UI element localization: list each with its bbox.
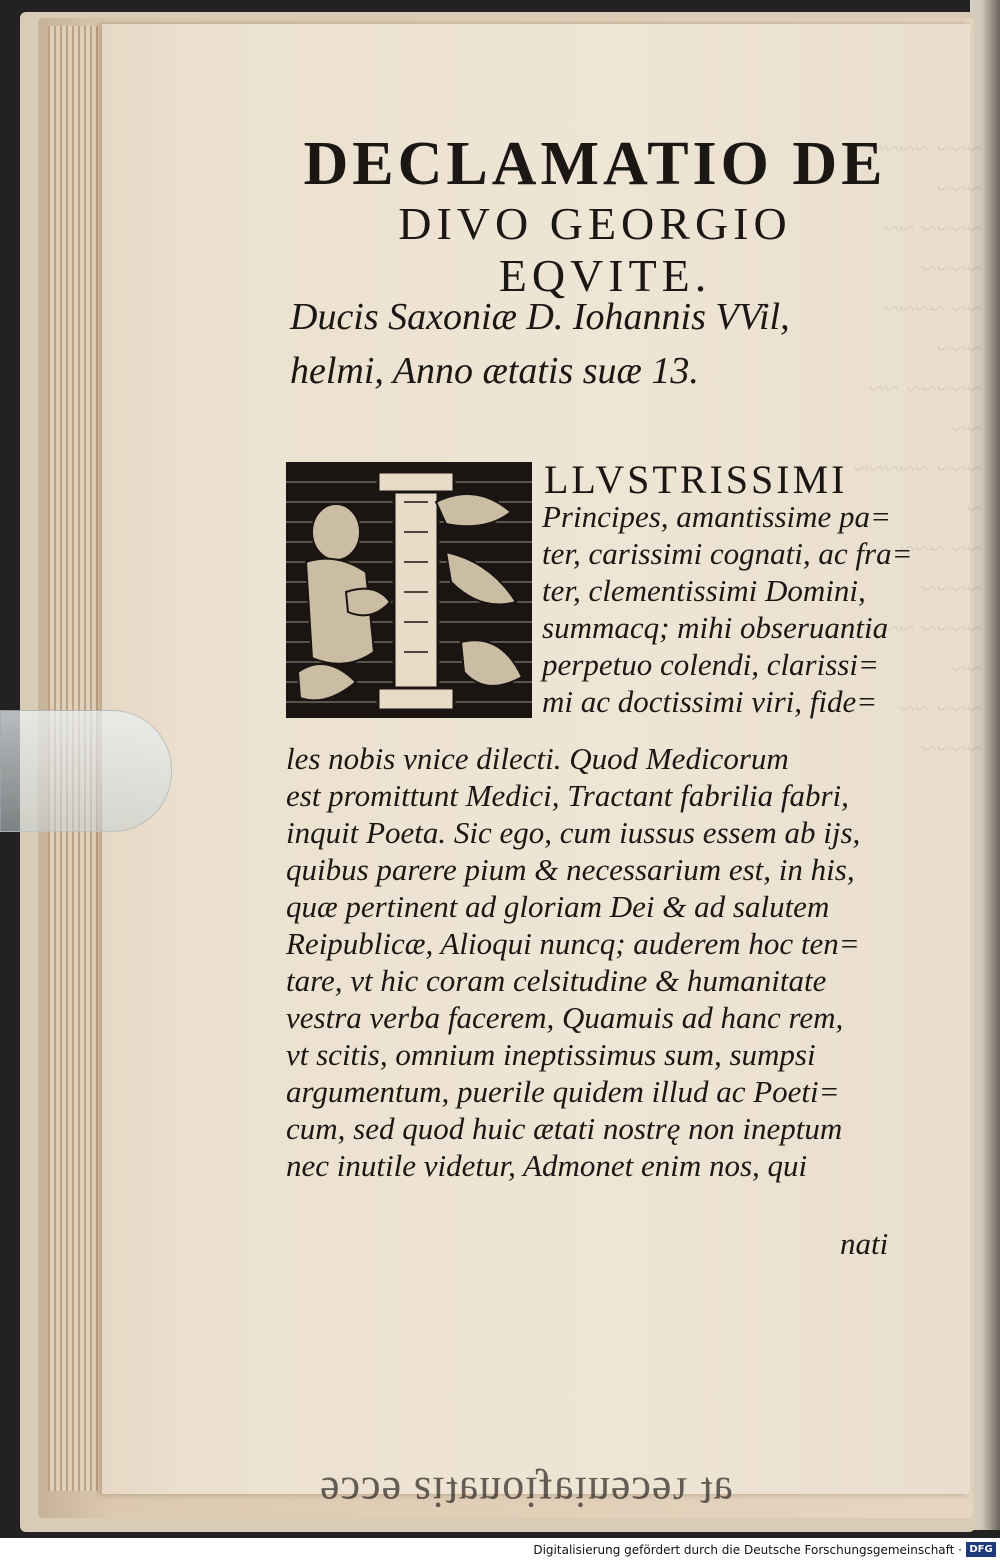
- woodcut-illustration: [286, 462, 532, 718]
- text-line: inquit Poeta. Sic ego, cum iussus essem ab ijs,: [286, 815, 861, 850]
- text-line: Reipublicæ, Alioqui nuncq; auderem hoc ten=: [286, 926, 860, 961]
- text-line: tare, vt hic coram celsitudine & humanitate: [286, 963, 827, 998]
- dfg-logo: DFG: [966, 1542, 996, 1557]
- text-line: perpetuo colendi, clarissi=: [542, 647, 879, 682]
- text-line: argumentum, puerile quidem illud ac Poeti=: [286, 1074, 840, 1109]
- author-subtitle: [290, 290, 930, 398]
- declamation-title: [250, 130, 940, 302]
- text-line: quibus parere pium & necessarium est, in his,: [286, 852, 855, 887]
- text-line: vestra verba facerem, Quamuis ad hanc rem,: [286, 1000, 844, 1035]
- text-line: mi ac doctissimi viri, fide=: [542, 684, 878, 719]
- subtitle-line: Ducis Saxoniæ D. Iohannis VVil,: [290, 296, 790, 338]
- opening-line: LLVSTRISSIMI: [544, 457, 848, 502]
- text-line: est promittunt Medici, Tractant fabrilia fabri,: [286, 778, 849, 813]
- subtitle-line: helmi, Anno ætatis suæ 13.: [290, 350, 699, 392]
- page-holder-tab: [0, 710, 172, 832]
- text-line: les nobis vnice dilecti. Quod Medicorum: [286, 741, 789, 776]
- text-line: Principes, amantissime pa=: [542, 499, 891, 534]
- text-beside-initial: [542, 498, 922, 720]
- footer-credit: Digitalisierung gefördert durch die Deutsche Forschungsgemeinschaft ·: [533, 1543, 962, 1557]
- title-line-2: DIVO GEORGIO: [398, 198, 792, 249]
- text-line: quæ pertinent ad gloriam Dei & ad salutem: [286, 889, 830, 924]
- decorated-initial-woodcut: [286, 462, 532, 718]
- title-line-1: DECLAMATIO DE: [303, 130, 887, 198]
- title-line-3: EQVITE.: [498, 250, 712, 301]
- text-line: ter, clementissimi Domini,: [542, 573, 866, 608]
- underlying-page-text: ɘɔɔɘ ƨiʇɐnoiɟɐinɘɔɘɿ ʇɐ: [320, 1468, 734, 1517]
- digitization-footer: [0, 1538, 1000, 1563]
- text-line: nec inutile videtur, Admonet enim nos, qui: [286, 1148, 808, 1183]
- catchword: nati: [840, 1226, 889, 1261]
- text-line: ter, carissimi cognati, ac fra=: [542, 536, 913, 571]
- text-line: vt scitis, omnium ineptissimus sum, sumpsi: [286, 1037, 816, 1072]
- body-text: [286, 740, 926, 1184]
- show-through-text: ~~~ ~~~~ ~~~ ~~~~ ~~ ~~~~ ~~ ~~~~ ~~~ ~~~~~ ~~ ~~ ~~~ ~~~~~ ~ ~~ ~~~ ~~~~ ~~~~ ~~~ ~~ ~~~ ~~ ~~~~: [853, 134, 982, 765]
- text-line: cum, sed quod huic ætati nostrę non ineptum: [286, 1111, 843, 1146]
- text-line: summacq; mihi obseruantia: [542, 610, 889, 645]
